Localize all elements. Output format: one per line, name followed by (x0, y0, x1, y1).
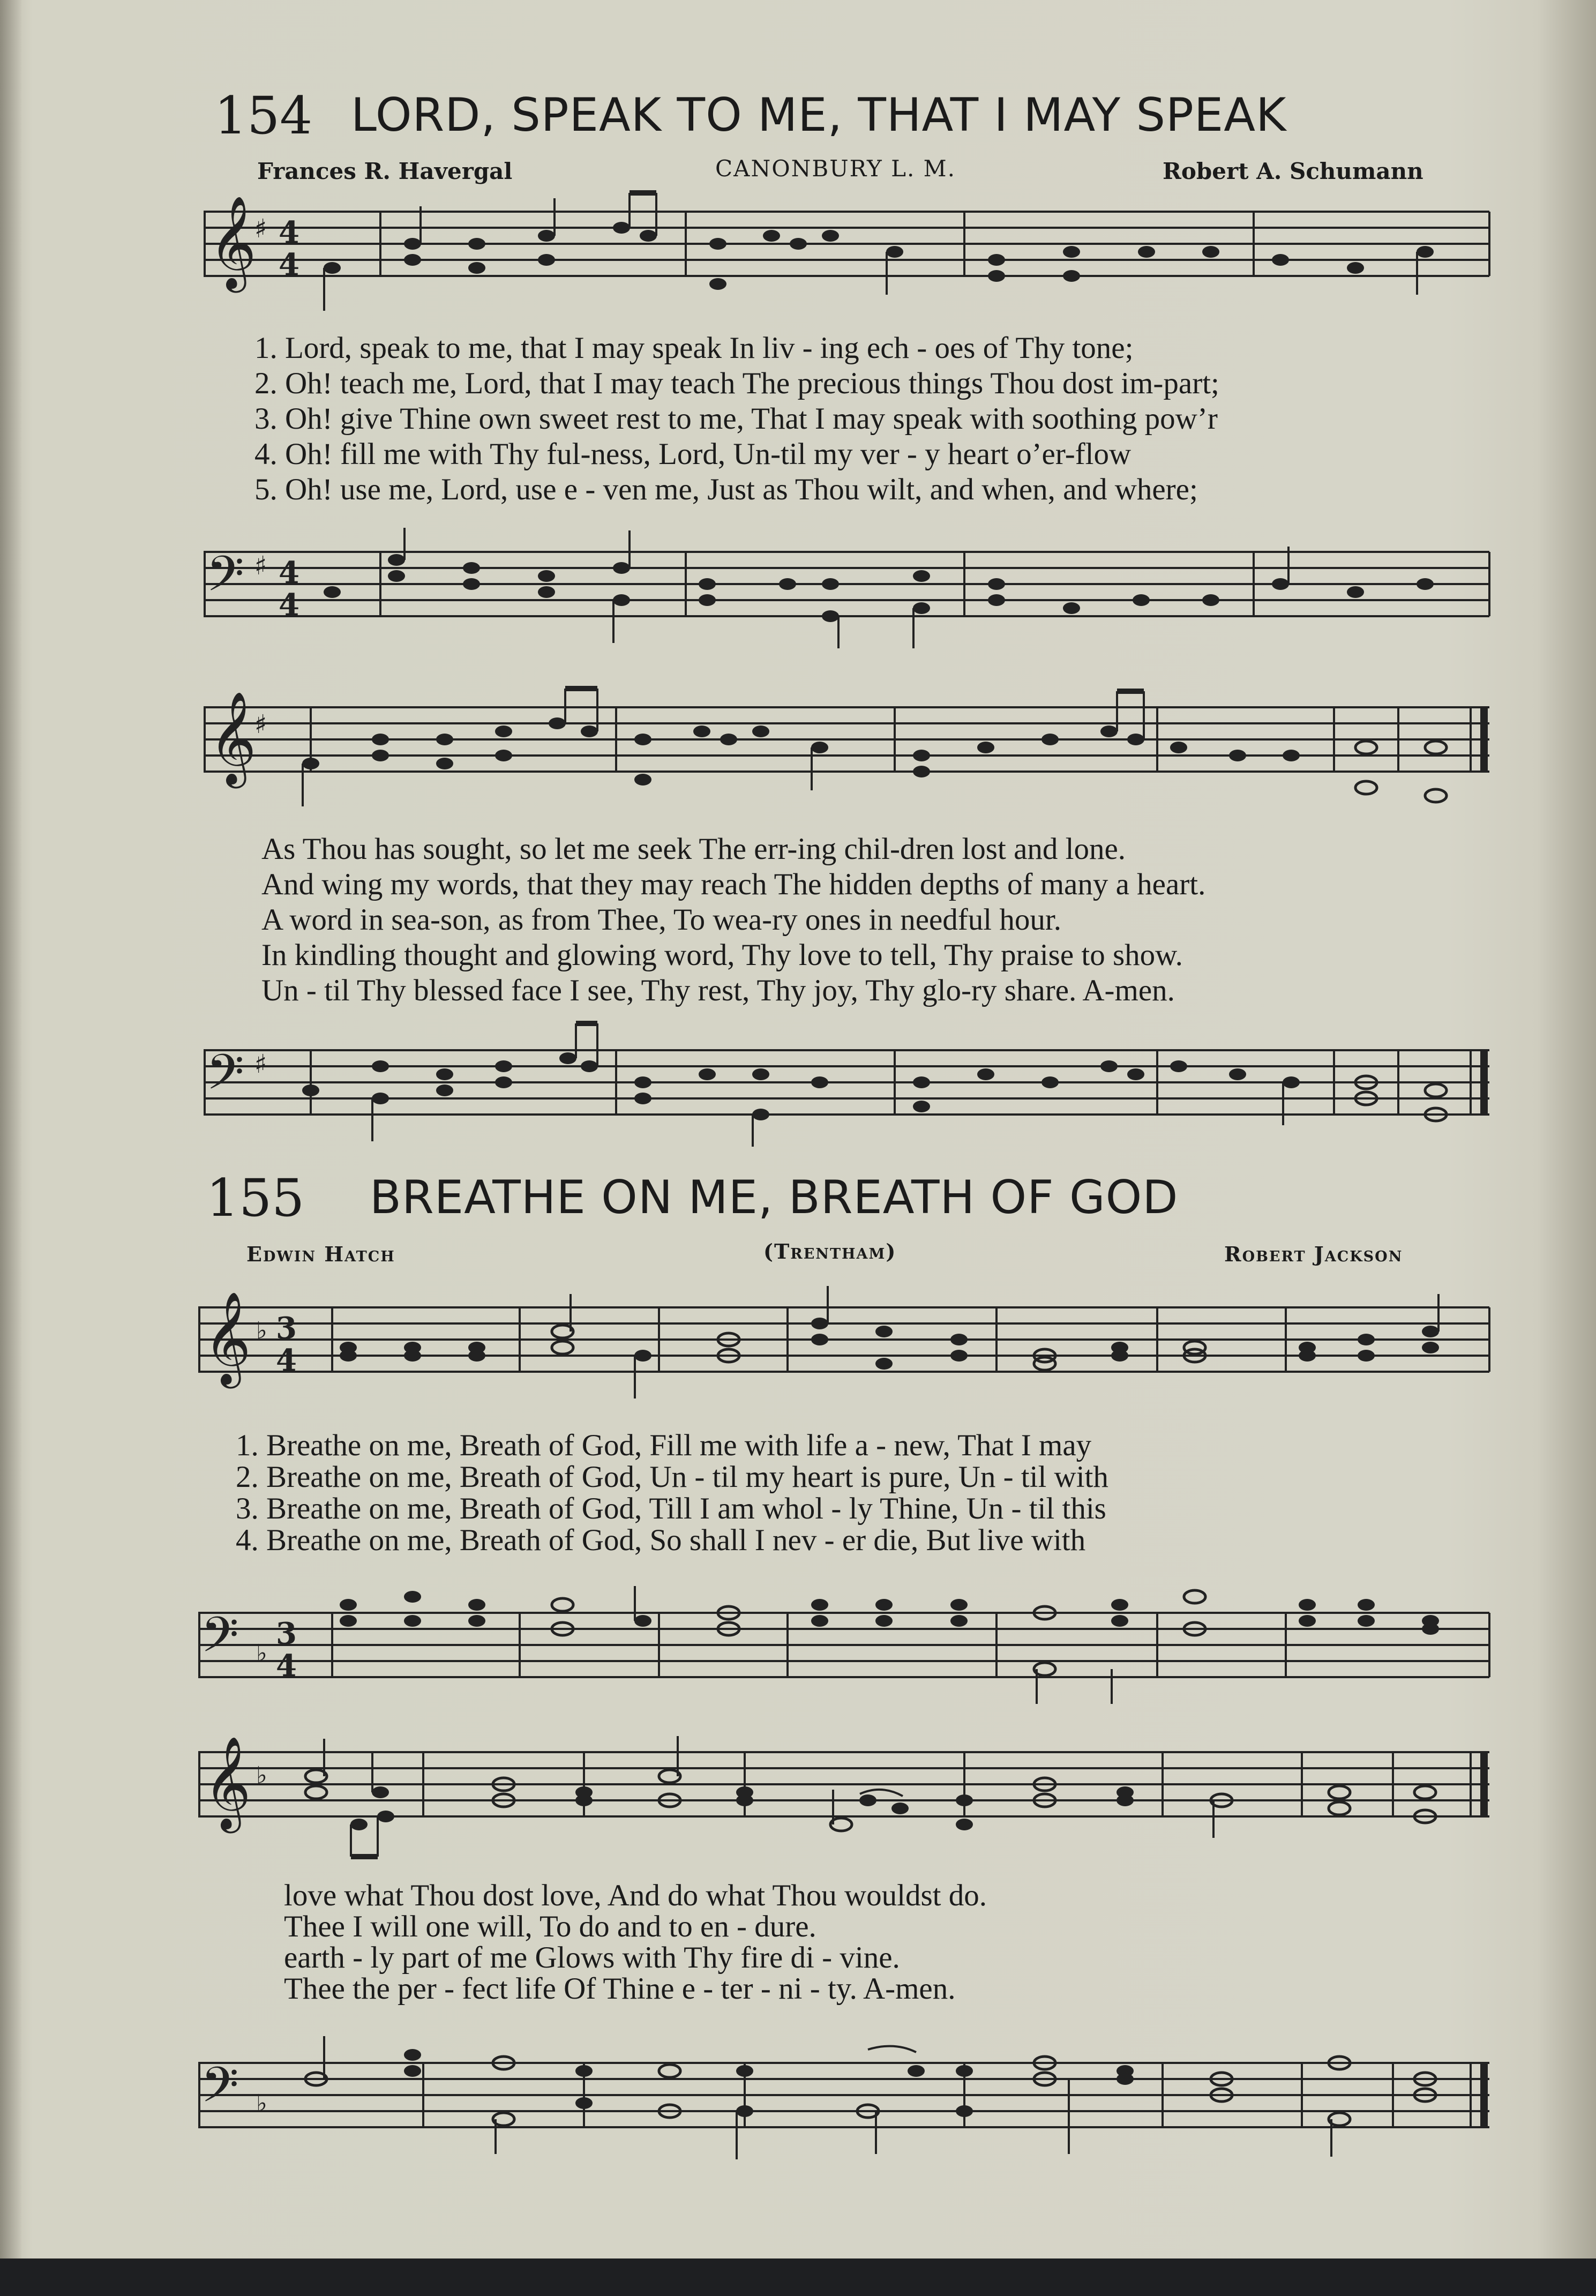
svg-text:♯: ♯ (254, 214, 267, 244)
hymn-155-bass-staff-2 (198, 2052, 1489, 2175)
hymn-155-verse-1-line-1: 1. Breathe on me, Breath of God, Fill me with life a - new, That I may (236, 1429, 1092, 1462)
hymn-155-verse-1-line-2: love what Thou dost love, And do what Thou wouldst do. (284, 1879, 987, 1912)
hymn-154-composer: Robert A. Schumann (1163, 158, 1423, 184)
hymn-154-verse-3-line-2: A word in sea-son, as from Thee, To wea-ry ones in needful hour. (261, 903, 1061, 937)
hymn-154-author: Frances R. Havergal (257, 158, 513, 184)
hymn-155-verse-3-line-1: 3. Breathe on me, Breath of God, Till I am whol - ly Thine, Un - til this (236, 1492, 1106, 1525)
svg-text:𝄢: 𝄢 (201, 2056, 239, 2125)
hymn-154-verse-3-line-1: 3. Oh! give Thine own sweet rest to me, That I may speak with soothing pow’r (254, 402, 1218, 436)
svg-text:3: 3 (276, 1616, 297, 1651)
hymn-154-verse-2-line-2: And wing my words, that they may reach The hidden depths of many a heart. (261, 867, 1206, 901)
hymn-155-title: BREATHE ON ME, BREATH OF GOD (370, 1171, 1179, 1224)
hymn-155-treble-staff-1 (198, 1291, 1489, 1409)
svg-text:♯: ♯ (254, 709, 267, 739)
book-spine-shadow (0, 0, 21, 2258)
hymn-154-title: LORD, SPEAK TO ME, THAT I MAY SPEAK (351, 88, 1287, 142)
svg-text:𝄞: 𝄞 (204, 1291, 251, 1385)
hymn-154-verse-4-line-1: 4. Oh! fill me with Thy ful-ness, Lord, Un-til my ver - y heart o’er-flow (254, 437, 1132, 471)
hymn-154-verse-5-line-2: Un - til Thy blessed face I see, Thy rest, Thy joy, Thy glo-ry share. A-men. (261, 974, 1175, 1007)
hymn-154-verse-1-line-1: 1. Lord, speak to me, that I may speak In liv - ing ech - oes of Thy tone; (254, 331, 1134, 365)
page-bottom-edge (0, 2258, 1596, 2296)
hymn-154-number: 154 (214, 86, 313, 146)
svg-text:4: 4 (279, 247, 299, 282)
hymn-154-bass-staff-1 (204, 541, 1489, 648)
svg-text:𝄞: 𝄞 (209, 196, 257, 289)
hymn-155-verse-4-line-2: Thee the per - fect life Of Thine e - ter - ni - ty. A-men. (284, 1972, 956, 2006)
svg-text:♭: ♭ (256, 1317, 267, 1344)
svg-text:4: 4 (276, 1343, 297, 1378)
hymn-155-verse-2-line-2: Thee I will one will, To do and to en - dure. (284, 1910, 816, 1943)
svg-text:4: 4 (279, 587, 299, 623)
svg-text:𝄞: 𝄞 (204, 1736, 251, 1829)
hymn-155-verse-3-line-2: earth - ly part of me Glows with Thy fire di - vine. (284, 1941, 900, 1975)
hymn-154-treble-staff-1 (204, 196, 1489, 313)
hymn-154-verse-4-line-2: In kindling thought and glowing word, Thy love to tell, Thy praise to show. (261, 938, 1183, 972)
hymn-155-number: 155 (206, 1168, 305, 1228)
hymn-154-treble-staff-2 (204, 691, 1489, 809)
hymn-154-verse-2-line-1: 2. Oh! teach me, Lord, that I may teach The precious things Thou dost im-part; (254, 367, 1219, 400)
svg-text:𝄢: 𝄢 (206, 1044, 244, 1112)
hymn-155-composer: Robert Jackson (1224, 1242, 1403, 1266)
svg-text:3: 3 (276, 1311, 297, 1346)
hymn-154-verse-1-line-2: As Thou has sought, so let me seek The err-ing chil-dren lost and lone. (261, 832, 1126, 866)
svg-text:4: 4 (279, 555, 299, 590)
svg-text:♭: ♭ (256, 1640, 267, 1667)
hymn-155-verse-2-line-1: 2. Breathe on me, Breath of God, Un - til my heart is pure, Un - til with (236, 1460, 1108, 1494)
hymn-155-tune: (Trentham) (763, 1239, 897, 1263)
svg-text:𝄢: 𝄢 (201, 1606, 239, 1675)
hymn-155-author: Edwin Hatch (246, 1242, 395, 1266)
svg-text:♭: ♭ (256, 2090, 267, 2117)
hymn-155-verse-4-line-1: 4. Breathe on me, Breath of God, So shall I nev - er die, But live with (236, 1523, 1086, 1557)
hymn-155-bass-staff-1 (198, 1602, 1489, 1709)
svg-text:♯: ♯ (254, 551, 267, 581)
svg-text:𝄞: 𝄞 (209, 691, 257, 784)
hymn-154-tune: CANONBURY L. M. (715, 155, 956, 182)
hymn-154-bass-staff-2 (204, 1039, 1489, 1147)
hymn-155-treble-staff-2 (198, 1736, 1489, 1870)
svg-text:♭: ♭ (256, 1762, 267, 1789)
svg-text:♯: ♯ (254, 1049, 267, 1079)
svg-text:4: 4 (276, 1648, 297, 1684)
hymn-154-verse-5-line-1: 5. Oh! use me, Lord, use e - ven me, Just as Thou wilt, and when, and where; (254, 473, 1198, 506)
svg-text:𝄢: 𝄢 (206, 545, 244, 614)
svg-text:4: 4 (279, 215, 299, 250)
